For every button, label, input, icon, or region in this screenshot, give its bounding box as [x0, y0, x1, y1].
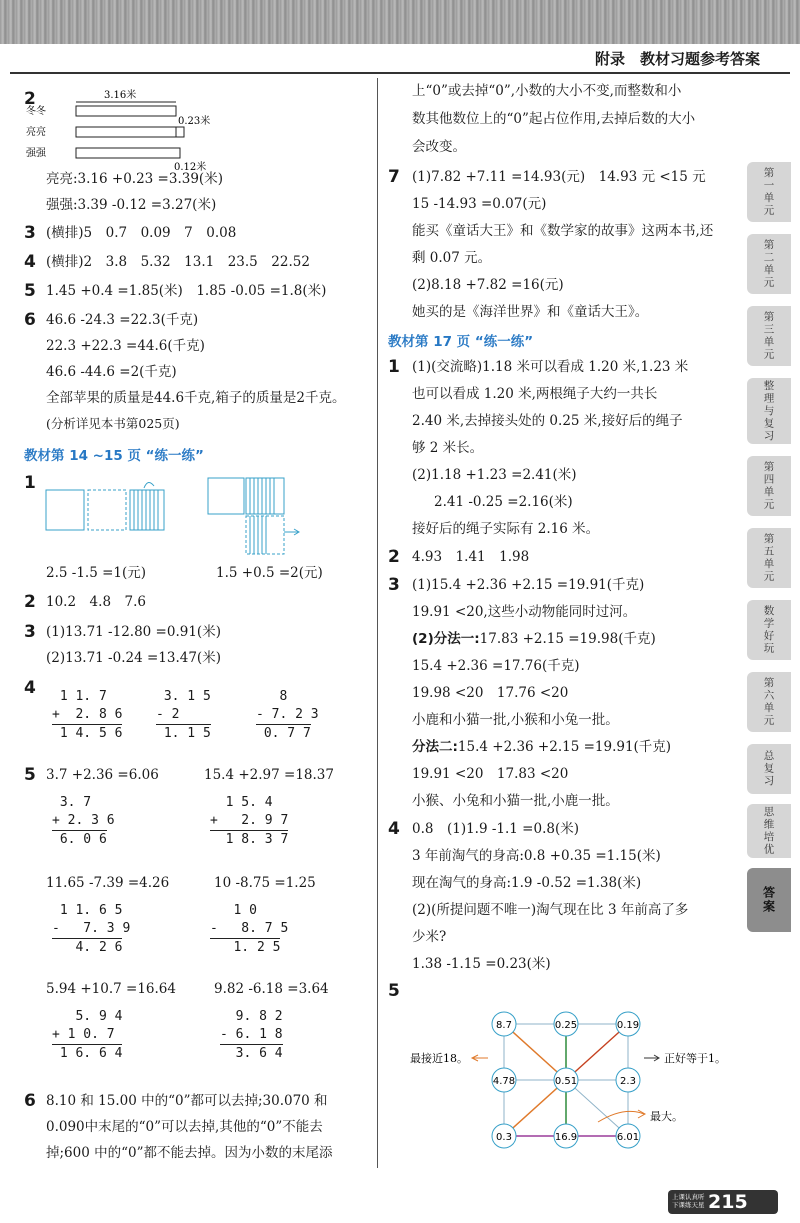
text-line: 数其他数位上的“0”起占位作用,去掉后数的大小: [412, 111, 696, 127]
bar-label: 亮亮: [26, 127, 46, 138]
text-line: [412, 630, 656, 648]
text-line: (横排)2 3.8 5.32 13.1 23.5 22.52: [46, 254, 310, 270]
bar-dongdong: [76, 106, 176, 116]
text-line: 1.5 +0.5 =2(元): [216, 565, 323, 581]
vertical-calc: [220, 1008, 283, 1063]
page-header-title: 附录 教材习题参考答案: [594, 50, 760, 68]
vc-mid: + 2. 3 6: [52, 813, 115, 828]
method-text: 15.4 +2.36 +2.15 =19.91(千克): [457, 739, 672, 755]
tab-answers[interactable]: 答案: [747, 868, 791, 932]
vc-mid: - 6. 1 8: [220, 1027, 283, 1042]
vc-top: 1 1. 7: [52, 689, 107, 704]
tab-thinking[interactable]: 思维培优: [747, 804, 791, 858]
text-line: 2.40 米,去掉接头处的 0.25 米,接好后的绳子: [412, 413, 683, 429]
text-line: 全部苹果的质量是44.6千克,箱子的质量是2千克。: [46, 390, 346, 406]
grid-square: [46, 490, 84, 530]
text-line: 2.5 -1.5 =1(元): [46, 565, 147, 581]
text-line: 4.93 1.41 1.98: [412, 549, 530, 565]
text-line: 上“0”或去掉“0”,小数的大小不变,而整数和小: [412, 83, 682, 99]
question-number: 4: [24, 678, 36, 698]
tab-general-review[interactable]: 总复习: [747, 744, 791, 794]
text-line: 0.090中末尾的“0”可以去掉,其他的“0”不能去: [46, 1119, 323, 1135]
text-line: (分析详见本书第025页): [46, 416, 180, 431]
annotation-label: 正好等于1。: [664, 1052, 726, 1065]
vertical-calc: [52, 794, 115, 849]
text-line: 10.2 4.8 7.6: [46, 594, 146, 610]
vc-top: 8: [256, 689, 288, 704]
vertical-calc: [52, 902, 130, 957]
text-line: (2)(所提问题不唯一)淘气现在比 3 年前高了多: [412, 902, 689, 918]
grid-square: [246, 516, 284, 554]
header-band: [0, 0, 800, 44]
text-line: 46.6 -44.6 =2(千克): [46, 364, 177, 380]
annotation-label: 最接近18。: [410, 1052, 468, 1065]
annotation-label: 最大。: [650, 1110, 683, 1123]
node-value: 0.19: [616, 1020, 640, 1031]
question-number: 5: [388, 981, 400, 1001]
question-number: 2: [24, 89, 36, 109]
text-line: 19.91 <20,这些小动物能同时过河。: [412, 604, 637, 620]
text-line: 1.38 -1.15 =0.23(米): [412, 956, 551, 972]
bar-diagram: [24, 86, 224, 173]
grid-square: [130, 490, 164, 530]
node-value: 0.25: [554, 1020, 578, 1031]
node-value: 8.7: [496, 1020, 512, 1031]
text-line: 够 2 米长。: [412, 440, 484, 456]
question-number: 1: [24, 473, 36, 493]
node-value: 6.01: [616, 1132, 640, 1143]
vc-mid: + 2. 9 7: [210, 813, 289, 828]
footer-slogan: 上课认真听 下课练天星: [672, 1193, 705, 1209]
text-line: 小鹿和小猫一批,小猴和小兔一批。: [412, 712, 619, 728]
curved-arrow-icon: [598, 1111, 644, 1122]
question-number: 3: [24, 622, 36, 642]
bar-liangliang: [76, 127, 176, 137]
vc-mid: + 2. 8 6: [52, 707, 123, 722]
header-rule: [10, 72, 790, 74]
method-text: 17.83 +2.15 =19.98(千克): [479, 631, 656, 647]
node-value: 16.9: [554, 1132, 578, 1143]
tab-unit-5[interactable]: 第五单元: [747, 528, 791, 588]
text-line: 强强:3.39 -0.12 =3.27(米): [46, 197, 217, 213]
vc-top: 1 1. 6 5: [52, 903, 123, 918]
vertical-calc: [52, 688, 122, 743]
text-line: 19.91 <20 17.83 <20: [412, 766, 569, 782]
text-line: 会改变。: [412, 139, 466, 155]
bar-extension: [176, 127, 184, 137]
text-line: 2.41 -0.25 =2.16(米): [434, 494, 573, 510]
text-line: (横排)5 0.7 0.09 7 0.08: [46, 225, 237, 241]
node-value: 0.3: [496, 1132, 512, 1143]
bar-label: 强强: [26, 148, 46, 159]
question-number: 6: [24, 310, 36, 330]
bar-qiangqiang: [76, 148, 180, 158]
text-line: 亮亮:3.16 +0.23 =3.39(米): [46, 171, 223, 187]
text-line: [412, 738, 671, 756]
vc-top: 9. 8 2: [220, 1009, 283, 1024]
page-number: 215: [708, 1191, 748, 1213]
question-number: 5: [24, 765, 36, 785]
vc-result: 6. 0 6: [52, 832, 107, 847]
text-line: (2)8.18 +7.82 =16(元): [412, 277, 564, 293]
vertical-calc: [210, 902, 288, 957]
tab-review[interactable]: 整理与复习: [747, 378, 791, 444]
question-number: 2: [388, 547, 400, 567]
text-line: 少米?: [412, 929, 447, 945]
text-line: 接好后的绳子实际有 2.16 米。: [412, 521, 600, 537]
vc-result: 1. 1 5: [156, 726, 211, 741]
page-number-badge: [668, 1190, 778, 1214]
text-line: 0.8 (1)1.9 -1.1 =0.8(米): [412, 821, 579, 837]
scissors-icon: [144, 482, 154, 488]
vc-result: 0. 7 7: [256, 726, 311, 741]
text-line: 22.3 +22.3 =44.6(千克): [46, 338, 205, 354]
tab-unit-6[interactable]: 第六单元: [747, 672, 791, 732]
section-heading: 教材第 17 页 “练一练”: [388, 334, 534, 350]
number-grid-diagram: [388, 1010, 733, 1180]
text-line: 5.94 +10.7 =16.64: [46, 981, 176, 997]
vc-top: 5. 9 4: [52, 1009, 123, 1024]
text-line: 15.4 +2.36 =17.76(千克): [412, 658, 580, 674]
tab-unit-4[interactable]: 第四单元: [747, 456, 791, 516]
vc-mid: + 1 0. 7: [52, 1027, 115, 1042]
method-label: (2)分法一:: [412, 631, 480, 647]
text-line: (1)15.4 +2.36 +2.15 =19.91(千克): [412, 577, 645, 593]
text-line: (1)13.71 -12.80 =0.91(米): [46, 624, 221, 640]
node-value: 4.78: [492, 1076, 516, 1087]
text-line: 15 -14.93 =0.07(元): [412, 196, 547, 212]
question-number: 1: [388, 357, 400, 377]
vc-mid: - 7. 3 9: [52, 921, 131, 936]
vc-top: 3. 1 5: [156, 689, 211, 704]
vc-top: 3. 7: [52, 795, 92, 810]
question-number: 3: [388, 575, 400, 595]
text-line: 15.4 +2.97 =18.37: [204, 767, 334, 783]
vc-top: 1 5. 4: [210, 795, 273, 810]
vertical-calc: [256, 688, 319, 743]
tab-unit-2[interactable]: 第二单元: [747, 234, 791, 294]
text-line: (1)(交流略)1.18 米可以看成 1.20 米,1.23 米: [412, 359, 689, 375]
tab-unit-3[interactable]: 第三单元: [747, 306, 791, 366]
vertical-calc: [210, 794, 288, 849]
question-number: 6: [24, 1091, 36, 1111]
text-line: 8.10 和 15.00 中的“0”都可以去掉;30.070 和: [46, 1093, 328, 1109]
grid-square: [88, 490, 126, 530]
text-line: (2)1.18 +1.23 =2.41(米): [412, 467, 577, 483]
vc-result: 4. 2 6: [52, 940, 123, 955]
column-divider: [377, 78, 378, 1168]
text-line: (2)13.71 -0.24 =13.47(米): [46, 650, 221, 666]
question-number: 7: [388, 167, 400, 187]
money-grid-diagram: [44, 474, 344, 558]
text-line: (1)7.82 +7.11 =14.93(元) 14.93 元 <15 元: [412, 169, 706, 185]
measure-label: 3.16米: [104, 90, 137, 101]
node-value: 2.3: [620, 1076, 636, 1087]
vertical-calc: [156, 688, 211, 743]
vc-top: 1 0: [210, 903, 257, 918]
vc-result: 1 6. 6 4: [52, 1046, 123, 1061]
question-number: 5: [24, 281, 36, 301]
vc-mid: - 2: [156, 707, 180, 722]
text-line: 10 -8.75 =1.25: [214, 875, 316, 891]
text-line: 11.65 -7.39 =4.26: [46, 875, 170, 891]
question-number: 4: [388, 819, 400, 839]
vc-mid: - 8. 7 5: [210, 921, 289, 936]
text-line: 现在淘气的身高:1.9 -0.52 =1.38(米): [412, 875, 642, 891]
measure-label: 0.12米: [174, 162, 207, 173]
vc-result: 1 8. 3 7: [210, 832, 289, 847]
text-line: 也可以看成 1.20 米,两根绳子大约一共长: [412, 386, 658, 402]
text-line: 3.7 +2.36 =6.06: [46, 767, 159, 783]
text-line: 3 年前淘气的身高:0.8 +0.35 =1.15(米): [412, 848, 661, 864]
section-heading: 教材第 14 ~15 页 “练一练”: [24, 448, 204, 464]
node-value: 0.51: [554, 1076, 578, 1087]
grid-square: [208, 478, 244, 514]
question-number: 2: [24, 592, 36, 612]
vc-mid: - 7. 2 3: [256, 707, 319, 722]
question-number: 3: [24, 223, 36, 243]
vertical-calc: [52, 1008, 122, 1063]
measure-label: 0.23米: [178, 116, 211, 127]
text-line: 掉;600 中的“0”都不能去掉。因为小数的末尾添: [46, 1145, 333, 1161]
vc-result: 1 4. 5 6: [52, 726, 123, 741]
method-label: 分法二:: [412, 739, 458, 755]
text-line: 剩 0.07 元。: [412, 250, 492, 266]
text-line: 46.6 -24.3 =22.3(千克): [46, 312, 199, 328]
text-line: 小猴、小兔和小猫一批,小鹿一批。: [412, 793, 619, 809]
text-line: 她买的是《海洋世界》和《童话大王》。: [412, 304, 649, 320]
bar-label: 冬冬: [26, 106, 46, 117]
tab-math-fun[interactable]: 数学好玩: [747, 600, 791, 660]
grid-square: [246, 478, 284, 514]
tab-unit-1[interactable]: 第一单元: [747, 162, 791, 222]
text-line: 19.98 <20 17.76 <20: [412, 685, 569, 701]
text-line: 能买《童话大王》和《数学家的故事》这两本书,还: [412, 223, 714, 239]
question-number: 4: [24, 252, 36, 272]
text-line: 9.82 -6.18 =3.64: [214, 981, 329, 997]
text-line: 1.45 +0.4 =1.85(米) 1.85 -0.05 =1.8(米): [46, 283, 327, 299]
vc-result: 1. 2 5: [210, 940, 281, 955]
vc-result: 3. 6 4: [220, 1046, 283, 1061]
